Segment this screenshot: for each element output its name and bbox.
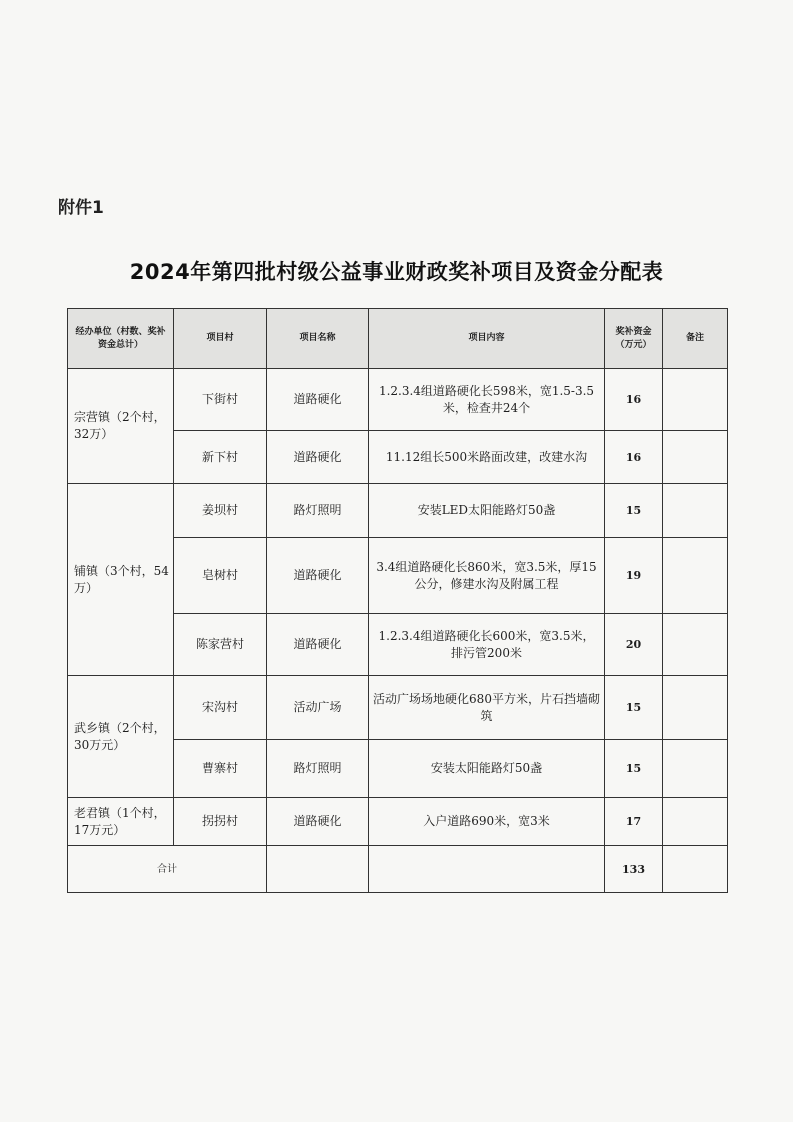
project-name-cell: 路灯照明: [267, 740, 369, 798]
office-cell: 老君镇（1个村，17万元）: [68, 798, 174, 846]
remark-cell: [663, 484, 728, 538]
remark-cell: [663, 614, 728, 676]
project-content-cell: 安装LED太阳能路灯50盏: [369, 484, 605, 538]
village-cell: 拐拐村: [174, 798, 267, 846]
project-name-cell: 活动广场: [267, 676, 369, 740]
project-content-cell: 1.2.3.4组道路硬化长600米，宽3.5米，排污管200米: [369, 614, 605, 676]
village-cell: 新下村: [174, 431, 267, 484]
empty-cell: [369, 846, 605, 893]
project-name-cell: 道路硬化: [267, 538, 369, 614]
amount-cell: 15: [605, 740, 663, 798]
header-amount: 奖补资金（万元）: [605, 309, 663, 369]
remark-cell: [663, 431, 728, 484]
project-name-cell: 道路硬化: [267, 431, 369, 484]
project-content-cell: 入户道路690米，宽3米: [369, 798, 605, 846]
village-cell: 下街村: [174, 369, 267, 431]
table-row: [68, 369, 728, 431]
office-cell: 武乡镇（2个村，30万元）: [68, 676, 174, 798]
project-content-cell: 3.4组道路硬化长860米，宽3.5米，厚15公分，修建水沟及附属工程: [369, 538, 605, 614]
amount-cell: 15: [605, 676, 663, 740]
village-cell: 宋沟村: [174, 676, 267, 740]
project-content-cell: 1.2.3.4组道路硬化长598米，宽1.5-3.5米，检查井24个: [369, 369, 605, 431]
amount-cell: 16: [605, 431, 663, 484]
project-content-cell: 11.12组长500米路面改建，改建水沟: [369, 431, 605, 484]
table-header-row: [68, 309, 728, 369]
table-row: [68, 676, 728, 740]
village-cell: 曹寨村: [174, 740, 267, 798]
village-cell: 陈家营村: [174, 614, 267, 676]
amount-cell: 17: [605, 798, 663, 846]
remark-cell: [663, 538, 728, 614]
empty-cell: [267, 846, 369, 893]
header-office: 经办单位（村数、奖补资金总计）: [68, 309, 174, 369]
empty-cell: [663, 846, 728, 893]
project-name-cell: 道路硬化: [267, 614, 369, 676]
header-project-content: 项目内容: [369, 309, 605, 369]
project-name-cell: 道路硬化: [267, 798, 369, 846]
amount-cell: 16: [605, 369, 663, 431]
office-cell: 铺镇（3个村，54万）: [68, 484, 174, 676]
attachment-label: 附件1: [58, 198, 104, 218]
header-village: 项目村: [174, 309, 267, 369]
remark-cell: [663, 676, 728, 740]
amount-cell: 15: [605, 484, 663, 538]
table-row: [68, 484, 728, 538]
table-row: [68, 798, 728, 846]
total-amount: 133: [605, 846, 663, 893]
header-remark: 备注: [663, 309, 728, 369]
allocation-table: [67, 308, 728, 893]
project-name-cell: 路灯照明: [267, 484, 369, 538]
remark-cell: [663, 798, 728, 846]
remark-cell: [663, 369, 728, 431]
village-cell: 姜坝村: [174, 484, 267, 538]
page-title: 2024年第四批村级公益事业财政奖补项目及资金分配表: [129, 260, 664, 284]
total-row: [68, 846, 728, 893]
amount-cell: 20: [605, 614, 663, 676]
project-content-cell: 活动广场场地硬化680平方米，片石挡墙砌筑: [369, 676, 605, 740]
header-project-name: 项目名称: [267, 309, 369, 369]
total-label: 合计: [68, 846, 267, 893]
project-content-cell: 安装太阳能路灯50盏: [369, 740, 605, 798]
project-name-cell: 道路硬化: [267, 369, 369, 431]
amount-cell: 19: [605, 538, 663, 614]
village-cell: 皂树村: [174, 538, 267, 614]
remark-cell: [663, 740, 728, 798]
office-cell: 宗营镇（2个村，32万）: [68, 369, 174, 484]
